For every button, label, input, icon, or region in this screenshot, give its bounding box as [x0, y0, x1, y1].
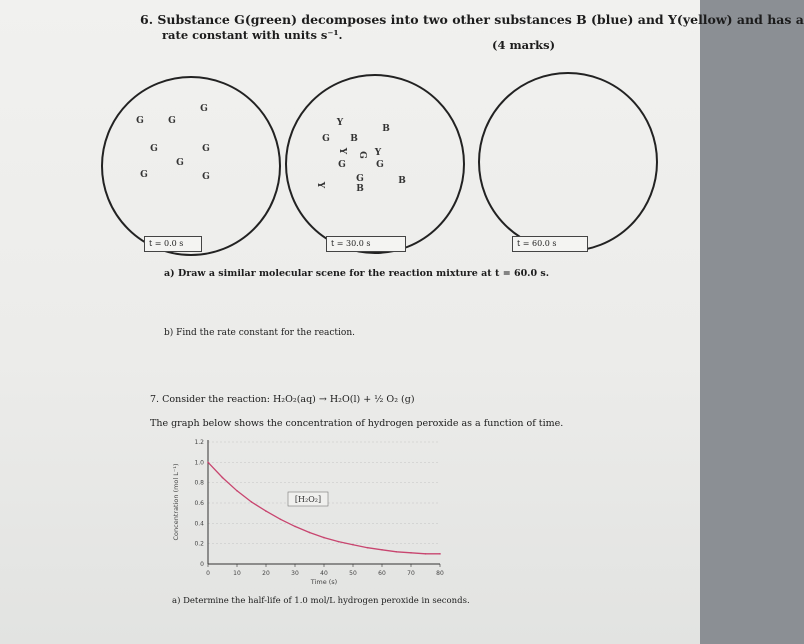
- molecule-y: Y: [337, 147, 347, 155]
- molecule-g: G: [176, 158, 184, 168]
- data-point: [236, 490, 238, 492]
- data-point: [323, 537, 325, 539]
- molecule-y: Y: [374, 148, 382, 158]
- question7-part-a: a) Determine the half-life of 1.0 mol/L hydrogen peroxide in seconds.: [172, 596, 470, 606]
- time-label-scene3: t = 60.0 s: [512, 236, 588, 252]
- data-point: [280, 518, 282, 520]
- x-tick-label: 50: [349, 570, 357, 577]
- molecule-g: G: [150, 144, 158, 154]
- part-b-prompt: b) Find the rate constant for the reaction.: [164, 328, 355, 338]
- molecule-g: G: [202, 144, 210, 154]
- molecule-b: B: [382, 124, 390, 134]
- y-tick-labels: [194, 439, 204, 568]
- x-tick-label: 70: [407, 570, 415, 577]
- molecule-g: G: [168, 116, 176, 126]
- molecule-g: G: [338, 160, 346, 170]
- data-point: [338, 541, 340, 543]
- x-tick-label: 60: [378, 570, 386, 577]
- y-tick-label: 0.2: [194, 540, 204, 548]
- question7-reaction: 7. Consider the reaction: H₂O₂(aq) → H₂O(l) + ½ O₂ (g): [150, 394, 415, 405]
- data-point: [367, 547, 369, 549]
- data-point: [265, 510, 267, 512]
- molecule-g: G: [140, 170, 148, 180]
- x-tick-label: 40: [320, 570, 328, 577]
- molecule-y: Y: [336, 118, 344, 128]
- x-tick-labels: [206, 564, 444, 577]
- y-tick-label: 0.6: [194, 500, 204, 507]
- y-tick-label: 0.4: [194, 520, 204, 528]
- y-tick-label: 1.2: [194, 439, 204, 446]
- data-point: [294, 526, 296, 528]
- data-point: [410, 552, 412, 554]
- part-a-prompt: a) Draw a similar molecular scene for the reaction mixture at t = 60.0 s.: [164, 268, 550, 279]
- question6-text: 6. Substance G(green) decomposes into two other substances B (blue) and Y(yellow) and has a: [140, 12, 804, 27]
- marks-label: (4 marks): [492, 38, 556, 52]
- time-label-scene2: t = 30.0 s: [326, 236, 406, 252]
- data-point: [251, 501, 253, 503]
- x-tick-label: 0: [206, 570, 210, 577]
- x-tick-label: 80: [436, 570, 444, 577]
- y-tick-label: 1.0: [194, 459, 204, 467]
- molecule-g: G: [357, 151, 367, 159]
- data-point: [222, 477, 224, 479]
- data-point: [425, 553, 427, 555]
- molecule-b: B: [398, 176, 406, 186]
- series-points: [207, 462, 441, 555]
- scene-circle-3-empty[interactable]: [478, 72, 658, 252]
- y-tick-label: 0: [200, 561, 204, 568]
- x-tick-label: 20: [262, 570, 270, 577]
- molecule-g: G: [356, 174, 364, 184]
- data-point: [439, 553, 441, 555]
- x-axis-label: Time (s): [310, 578, 338, 586]
- x-tick-label: 30: [291, 570, 299, 577]
- y-axis-label: Concentration (mol L⁻¹): [172, 463, 180, 541]
- molecule-g: G: [202, 172, 210, 182]
- molecule-g: G: [136, 116, 144, 126]
- x-tick-label: 10: [233, 570, 241, 577]
- time-label-scene1: t = 0.0 s: [144, 236, 202, 252]
- y-tick-label: 0.8: [194, 479, 204, 487]
- data-point: [207, 462, 209, 464]
- scene-circle-1: [101, 76, 281, 256]
- data-point: [309, 532, 311, 534]
- question6-units: rate constant with units s⁻¹.: [162, 28, 343, 42]
- molecule-b: B: [350, 134, 358, 144]
- scene-circle-2: [285, 74, 465, 254]
- series-label: [H₂O₂]: [294, 495, 322, 504]
- molecule-g: G: [376, 160, 384, 170]
- data-point: [352, 544, 354, 546]
- molecule-g: G: [322, 134, 330, 144]
- molecule-b: B: [356, 184, 364, 194]
- data-point: [396, 551, 398, 553]
- series-line-h2o2: [208, 462, 440, 554]
- molecule-y: Y: [315, 181, 325, 189]
- question7-description: The graph below shows the concentration of hydrogen peroxide as a function of time.: [150, 418, 564, 429]
- molecule-g: G: [200, 104, 208, 114]
- concentration-time-graph: [170, 436, 470, 586]
- data-point: [381, 549, 383, 551]
